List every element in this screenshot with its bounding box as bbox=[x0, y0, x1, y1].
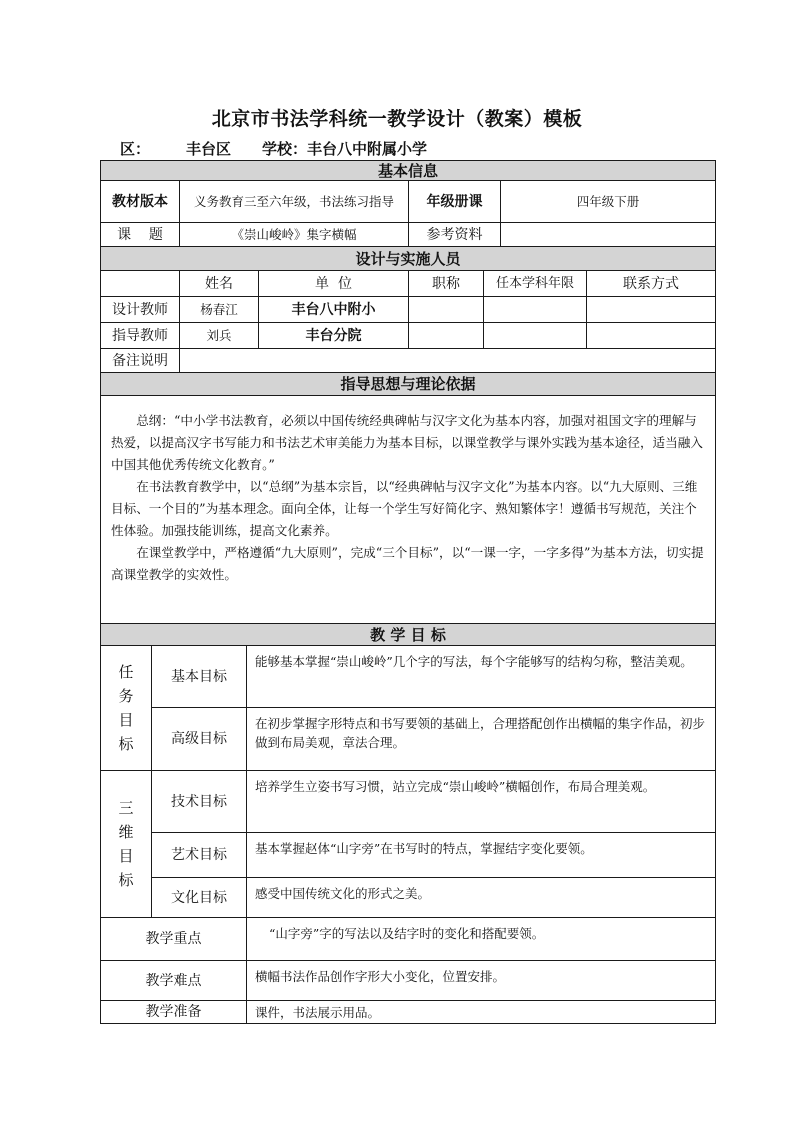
school-value: 丰台八中附属小学 bbox=[307, 140, 428, 158]
culture-goal-text: 感受中国传统文化的形式之美。 bbox=[246, 877, 716, 918]
designer-title bbox=[408, 296, 484, 323]
textbook-value: 义务教育三至六年级，书法练习指导 bbox=[179, 180, 409, 223]
staff-corner-cell bbox=[100, 270, 180, 297]
art-goal-label: 艺术目标 bbox=[151, 832, 247, 878]
advanced-goal-text: 在初步掌握字形特点和书写要领的基础上，合理搭配创作出横幅的集字作品，初步做到布局美观，章法合理。 bbox=[246, 707, 716, 771]
topic-value: 《崇山峻岭》集字横幅 bbox=[179, 222, 409, 247]
reference-value bbox=[500, 222, 716, 247]
three-dimension-group: 三维目标 bbox=[100, 770, 152, 918]
basic-info-header: 基本信息 bbox=[100, 160, 716, 181]
theory-paragraph-2: 在书法教育教学中，以“总纲”为基本宗旨，以“经典碑帖与汉字文化”为基本内容。以“九大原则、三维目标、一个目的”为基本理念。面向全体，让每一个学生写好简化字、熟知繁体字！遵循书写规范，关注个性体验。加强技能训练，提高文化素养。 bbox=[111, 479, 698, 538]
focus-text: “山字旁”字的写法以及结字时的变化和搭配要领。 bbox=[246, 917, 716, 961]
col-years: 任本学科年限 bbox=[483, 270, 587, 297]
district-value: 丰台区 bbox=[186, 140, 232, 158]
guide-unit: 丰台分院 bbox=[258, 322, 409, 349]
remark-label: 备注说明 bbox=[100, 348, 180, 373]
guide-contact bbox=[586, 322, 716, 349]
tech-goal-label: 技术目标 bbox=[151, 770, 247, 833]
guide-years bbox=[483, 322, 587, 349]
objectives-header: 教 学 目 标 bbox=[100, 623, 716, 646]
art-goal-text: 基本掌握赵体“山字旁”在书写时的特点，掌握结字变化要领。 bbox=[246, 832, 716, 878]
textbook-label: 教材版本 bbox=[100, 180, 180, 223]
designer-unit: 丰台八中附小 bbox=[258, 296, 409, 323]
prep-label: 教学准备 bbox=[100, 1000, 247, 1024]
tech-goal-text: 培养学生立姿书写习惯，站立完成“崇山峻岭”横幅创作，布局合理美观。 bbox=[246, 770, 716, 833]
col-contact: 联系方式 bbox=[586, 270, 716, 297]
designer-contact bbox=[586, 296, 716, 323]
difficulty-label: 教学难点 bbox=[100, 960, 247, 1001]
advanced-goal-label: 高级目标 bbox=[151, 707, 247, 771]
task-goal-group: 任务目标 bbox=[100, 645, 152, 771]
col-name: 姓名 bbox=[179, 270, 259, 297]
culture-goal-label: 文化目标 bbox=[151, 877, 247, 918]
col-title: 职称 bbox=[408, 270, 484, 297]
focus-label: 教学重点 bbox=[100, 917, 247, 961]
prep-text: 课件，书法展示用品。 bbox=[246, 1000, 716, 1024]
theory-body bbox=[100, 395, 716, 624]
staff-header: 设计与实施人员 bbox=[100, 246, 716, 271]
theory-paragraph-1: 总纲：“中小学书法教育，必须以中国传统经典碑帖与汉字文化为基本内容，加强对祖国文字的理解与热爱，以提高汉字书写能力和书法艺术审美能力为基本目标，以课堂教学与课外实践为基本途径，适当融入中国其他优秀传统文化教育。” bbox=[111, 413, 703, 472]
theory-header: 指导思想与理论依据 bbox=[100, 372, 716, 396]
basic-goal-label: 基本目标 bbox=[151, 645, 247, 708]
page-title: 北京市书法学科统一教学设计（教案）模板 bbox=[211, 108, 583, 130]
grade-label: 年级册课 bbox=[408, 180, 501, 223]
designer-name: 杨春江 bbox=[179, 296, 259, 323]
district-label: 区： bbox=[120, 140, 151, 158]
theory-paragraph-3: 在课堂教学中，严格遵循“九大原则”，完成“三个目标”，以“一课一字，一字多得”为基本方法，切实提高课堂教学的实效性。 bbox=[111, 545, 704, 582]
guide-label: 指导教师 bbox=[100, 322, 180, 349]
difficulty-text: 横幅书法作品创作字形大小变化，位置安排。 bbox=[246, 960, 716, 1001]
col-unit: 单 位 bbox=[258, 270, 409, 297]
grade-value: 四年级下册 bbox=[500, 180, 716, 223]
school-label: 学校： bbox=[262, 140, 308, 158]
basic-goal-text: 能够基本掌握“崇山峻岭”几个字的写法，每个字能够写的结构匀称，整洁美观。 bbox=[246, 645, 716, 708]
guide-name: 刘兵 bbox=[179, 322, 259, 349]
remark-value bbox=[179, 348, 716, 373]
reference-label: 参考资料 bbox=[408, 222, 501, 247]
guide-title bbox=[408, 322, 484, 349]
designer-years bbox=[483, 296, 587, 323]
designer-label: 设计教师 bbox=[100, 296, 180, 323]
topic-label: 课 题 bbox=[100, 222, 180, 247]
